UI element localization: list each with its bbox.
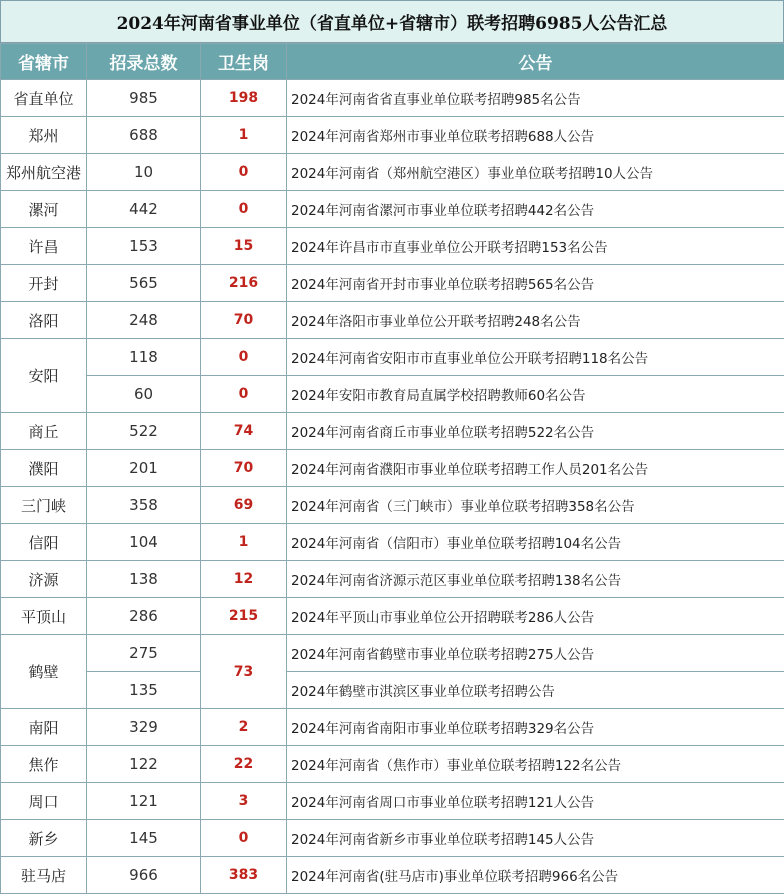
notice-cell[interactable]: 2024年许昌市市直事业单位公开联考招聘153名公告 [287, 228, 784, 265]
health-cell: 12 [201, 561, 287, 598]
notice-cell[interactable]: 2024年河南省济源示范区事业单位联考招聘138名公告 [287, 561, 784, 598]
total-cell: 248 [87, 302, 201, 339]
notice-cell[interactable]: 2024年河南省（信阳市）事业单位联考招聘104名公告 [287, 524, 784, 561]
table-row [1, 783, 784, 820]
table-row [1, 487, 784, 524]
table-row [1, 413, 784, 450]
notice-cell[interactable]: 2024年河南省（郑州航空港区）事业单位联考招聘10人公告 [287, 154, 784, 191]
notice-cell[interactable]: 2024年鹤壁市淇滨区事业单位联考招聘公告 [287, 672, 784, 709]
health-cell: 198 [201, 80, 287, 117]
health-cell: 22 [201, 746, 287, 783]
header-city: 省辖市 [1, 44, 87, 80]
total-cell: 60 [87, 376, 201, 413]
city-cell: 洛阳 [1, 302, 87, 339]
city-cell: 漯河 [1, 191, 87, 228]
table-row [1, 524, 784, 561]
city-cell: 商丘 [1, 413, 87, 450]
table-row [1, 598, 784, 635]
city-cell: 郑州航空港 [1, 154, 87, 191]
notice-cell[interactable]: 2024年河南省周口市事业单位联考招聘121人公告 [287, 783, 784, 820]
table-header-row [1, 44, 784, 80]
city-cell: 三门峡 [1, 487, 87, 524]
health-cell: 1 [201, 524, 287, 561]
city-cell: 济源 [1, 561, 87, 598]
table-row [1, 80, 784, 117]
city-cell: 驻马店 [1, 857, 87, 894]
city-cell: 开封 [1, 265, 87, 302]
page-title: 2024年河南省事业单位（省直单位+省辖市）联考招聘6985人公告汇总 [0, 0, 784, 43]
health-cell: 0 [201, 154, 287, 191]
city-cell: 鹤壁 [1, 635, 87, 709]
table-row [1, 154, 784, 191]
city-cell: 许昌 [1, 228, 87, 265]
table-row [1, 228, 784, 265]
header-health: 卫生岗 [201, 44, 287, 80]
table-row [1, 820, 784, 857]
total-cell: 135 [87, 672, 201, 709]
total-cell: 201 [87, 450, 201, 487]
total-cell: 286 [87, 598, 201, 635]
city-cell: 周口 [1, 783, 87, 820]
health-cell: 15 [201, 228, 287, 265]
notice-cell[interactable]: 2024年河南省濮阳市事业单位联考招聘工作人员201名公告 [287, 450, 784, 487]
notice-cell[interactable]: 2024年河南省安阳市市直事业单位公开联考招聘118名公告 [287, 339, 784, 376]
total-cell: 688 [87, 117, 201, 154]
header-notice: 公告 [287, 44, 784, 80]
health-cell: 0 [201, 820, 287, 857]
city-cell: 平顶山 [1, 598, 87, 635]
notice-cell[interactable]: 2024年河南省商丘市事业单位联考招聘522名公告 [287, 413, 784, 450]
total-cell: 966 [87, 857, 201, 894]
notice-cell[interactable]: 2024年安阳市教育局直属学校招聘教师60名公告 [287, 376, 784, 413]
table-row [1, 117, 784, 154]
header-total: 招录总数 [87, 44, 201, 80]
notice-cell[interactable]: 2024年河南省开封市事业单位联考招聘565名公告 [287, 265, 784, 302]
table-row [1, 561, 784, 598]
notice-cell[interactable]: 2024年河南省（三门峡市）事业单位联考招聘358名公告 [287, 487, 784, 524]
total-cell: 122 [87, 746, 201, 783]
total-cell: 442 [87, 191, 201, 228]
city-cell: 焦作 [1, 746, 87, 783]
total-cell: 565 [87, 265, 201, 302]
health-cell: 1 [201, 117, 287, 154]
health-cell: 74 [201, 413, 287, 450]
notice-cell[interactable]: 2024年河南省漯河市事业单位联考招聘442名公告 [287, 191, 784, 228]
health-cell: 383 [201, 857, 287, 894]
notice-cell[interactable]: 2024年河南省南阳市事业单位联考招聘329名公告 [287, 709, 784, 746]
city-cell: 南阳 [1, 709, 87, 746]
city-cell: 新乡 [1, 820, 87, 857]
health-cell: 70 [201, 450, 287, 487]
total-cell: 985 [87, 80, 201, 117]
city-cell: 安阳 [1, 339, 87, 413]
notice-cell[interactable]: 2024年平顶山市事业单位公开招聘联考286人公告 [287, 598, 784, 635]
table-row [1, 635, 784, 672]
city-cell: 濮阳 [1, 450, 87, 487]
total-cell: 329 [87, 709, 201, 746]
notice-cell[interactable]: 2024年河南省鹤壁市事业单位联考招聘275人公告 [287, 635, 784, 672]
total-cell: 118 [87, 339, 201, 376]
recruitment-table [0, 43, 784, 894]
table-row [1, 265, 784, 302]
city-cell: 郑州 [1, 117, 87, 154]
table-row [1, 857, 784, 894]
health-cell: 2 [201, 709, 287, 746]
table-row [1, 672, 784, 709]
health-cell: 216 [201, 265, 287, 302]
total-cell: 145 [87, 820, 201, 857]
city-cell: 信阳 [1, 524, 87, 561]
table-row [1, 709, 784, 746]
health-cell: 0 [201, 376, 287, 413]
notice-cell[interactable]: 2024年河南省郑州市事业单位联考招聘688人公告 [287, 117, 784, 154]
table-row [1, 746, 784, 783]
total-cell: 275 [87, 635, 201, 672]
notice-cell[interactable]: 2024年洛阳市事业单位公开联考招聘248名公告 [287, 302, 784, 339]
health-cell: 70 [201, 302, 287, 339]
notice-cell[interactable]: 2024年河南省省直事业单位联考招聘985名公告 [287, 80, 784, 117]
notice-cell[interactable]: 2024年河南省(驻马店市)事业单位联考招聘966名公告 [287, 857, 784, 894]
health-cell: 69 [201, 487, 287, 524]
table-row [1, 191, 784, 228]
total-cell: 10 [87, 154, 201, 191]
health-cell: 0 [201, 339, 287, 376]
notice-cell[interactable]: 2024年河南省（焦作市）事业单位联考招聘122名公告 [287, 746, 784, 783]
city-cell: 省直单位 [1, 80, 87, 117]
total-cell: 153 [87, 228, 201, 265]
health-cell: 0 [201, 191, 287, 228]
health-cell: 215 [201, 598, 287, 635]
table-row [1, 302, 784, 339]
total-cell: 358 [87, 487, 201, 524]
total-cell: 121 [87, 783, 201, 820]
health-cell: 3 [201, 783, 287, 820]
table-row [1, 450, 784, 487]
health-cell: 73 [201, 635, 287, 709]
total-cell: 138 [87, 561, 201, 598]
total-cell: 104 [87, 524, 201, 561]
total-cell: 522 [87, 413, 201, 450]
table-row [1, 339, 784, 376]
table-row [1, 376, 784, 413]
notice-cell[interactable]: 2024年河南省新乡市事业单位联考招聘145人公告 [287, 820, 784, 857]
